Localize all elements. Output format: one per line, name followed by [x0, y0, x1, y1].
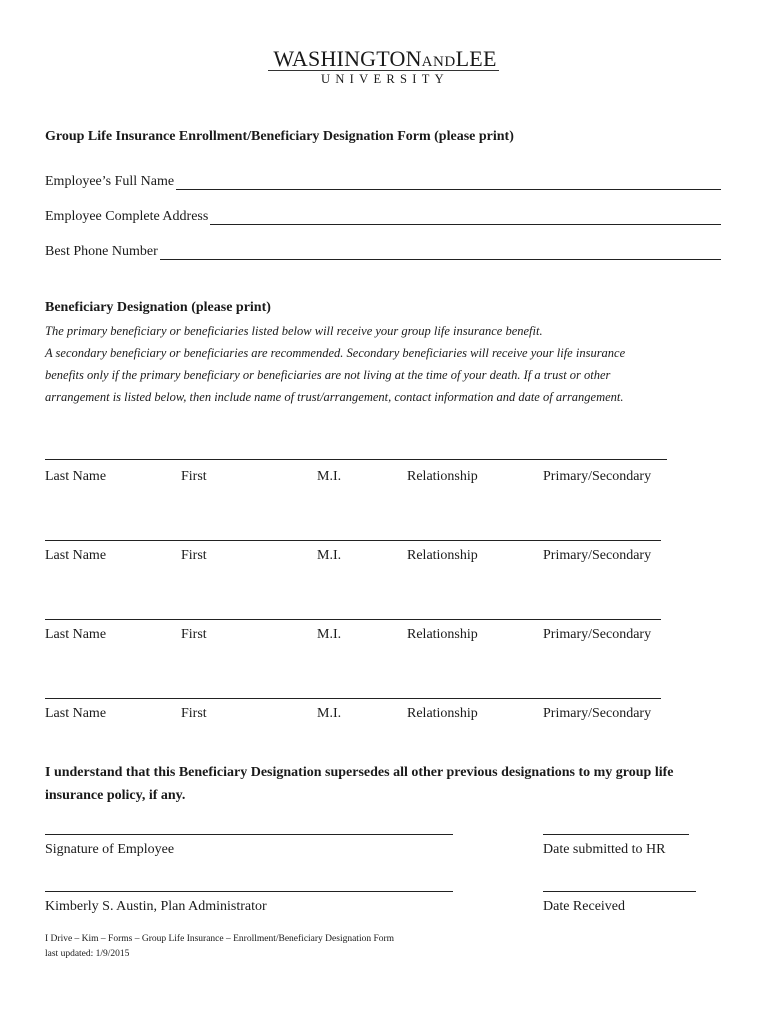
col-mi: M.I. [317, 706, 342, 721]
administrator-label: Kimberly S. Austin, Plan Administrator [45, 899, 267, 914]
date-submitted-line[interactable] [543, 834, 689, 835]
instruction-line: The primary beneficiary or beneficiaries listed below will receive your group life insurance benefit. [45, 324, 543, 338]
footer-file-path: I Drive – Kim – Forms – Group Life Insurance – Enrollment/Beneficiary Designation Form [45, 934, 395, 944]
date-submitted-label: Date submitted to HR [543, 842, 666, 857]
beneficiary-entry-line[interactable] [45, 540, 661, 541]
beneficiary-entry-line[interactable] [45, 619, 661, 620]
employee-full-name-field[interactable] [45, 174, 721, 190]
full-name-input-line[interactable] [176, 175, 721, 190]
col-primary-secondary: Primary/Secondary [543, 469, 652, 484]
instruction-line: benefits only if the primary beneficiary or beneficiaries are not living at the time of your death. If a trust or other [45, 368, 611, 382]
university-logo-wordmark [0, 46, 770, 72]
instruction-line: arrangement is listed below, then include name of trust/arrangement, contact information and date of arrangement. [45, 390, 624, 404]
col-primary-secondary: Primary/Secondary [543, 627, 652, 642]
acknowledgement-text: I understand that this Beneficiary Designation supersedes all other previous designations to my group life insurance policy, if any. [45, 765, 674, 803]
beneficiary-entry-line[interactable] [45, 459, 667, 460]
beneficiary-section-title: Beneficiary Designation (please print) [45, 300, 271, 315]
address-input-line[interactable] [210, 210, 721, 225]
employee-signature-line[interactable] [45, 834, 453, 835]
instruction-line: A secondary beneficiary or beneficiaries are recommended. Secondary beneficiaries will receive your life insurance [45, 346, 626, 360]
col-last-name: Last Name [45, 627, 107, 642]
col-mi: M.I. [317, 627, 342, 642]
col-relationship: Relationship [407, 706, 478, 721]
col-last-name: Last Name [45, 706, 107, 721]
col-primary-secondary: Primary/Secondary [543, 548, 652, 563]
col-last-name: Last Name [45, 548, 107, 563]
full-name-label: Employee’s Full Name [45, 174, 175, 189]
col-relationship: Relationship [407, 548, 478, 563]
address-label: Employee Complete Address [45, 209, 209, 224]
phone-input-line[interactable] [160, 245, 721, 260]
beneficiary-entry-line[interactable] [45, 698, 661, 699]
logo-washington: WASHINGTON [273, 46, 422, 71]
logo-and: AND [421, 54, 456, 70]
footer-last-updated: last updated: 1/9/2015 [45, 949, 130, 959]
col-relationship: Relationship [407, 469, 478, 484]
date-received-line[interactable] [543, 891, 696, 892]
phone-label: Best Phone Number [45, 244, 158, 259]
col-first: First [181, 627, 207, 642]
col-last-name: Last Name [45, 469, 107, 484]
col-primary-secondary: Primary/Secondary [543, 706, 652, 721]
date-received-label: Date Received [543, 899, 626, 914]
form-title: Group Life Insurance Enrollment/Beneficiary Designation Form (please print) [45, 129, 514, 144]
employee-address-field[interactable] [45, 209, 721, 225]
logo-university: UNIVERSITY [321, 72, 449, 86]
col-first: First [181, 706, 207, 721]
logo-divider [268, 70, 499, 71]
logo-lee: LEE [455, 46, 497, 71]
administrator-signature-line[interactable] [45, 891, 453, 892]
col-first: First [181, 548, 207, 563]
employee-signature-label: Signature of Employee [45, 842, 175, 857]
col-relationship: Relationship [407, 627, 478, 642]
phone-number-field[interactable] [45, 244, 721, 260]
col-mi: M.I. [317, 469, 342, 484]
col-mi: M.I. [317, 548, 342, 563]
col-first: First [181, 469, 207, 484]
